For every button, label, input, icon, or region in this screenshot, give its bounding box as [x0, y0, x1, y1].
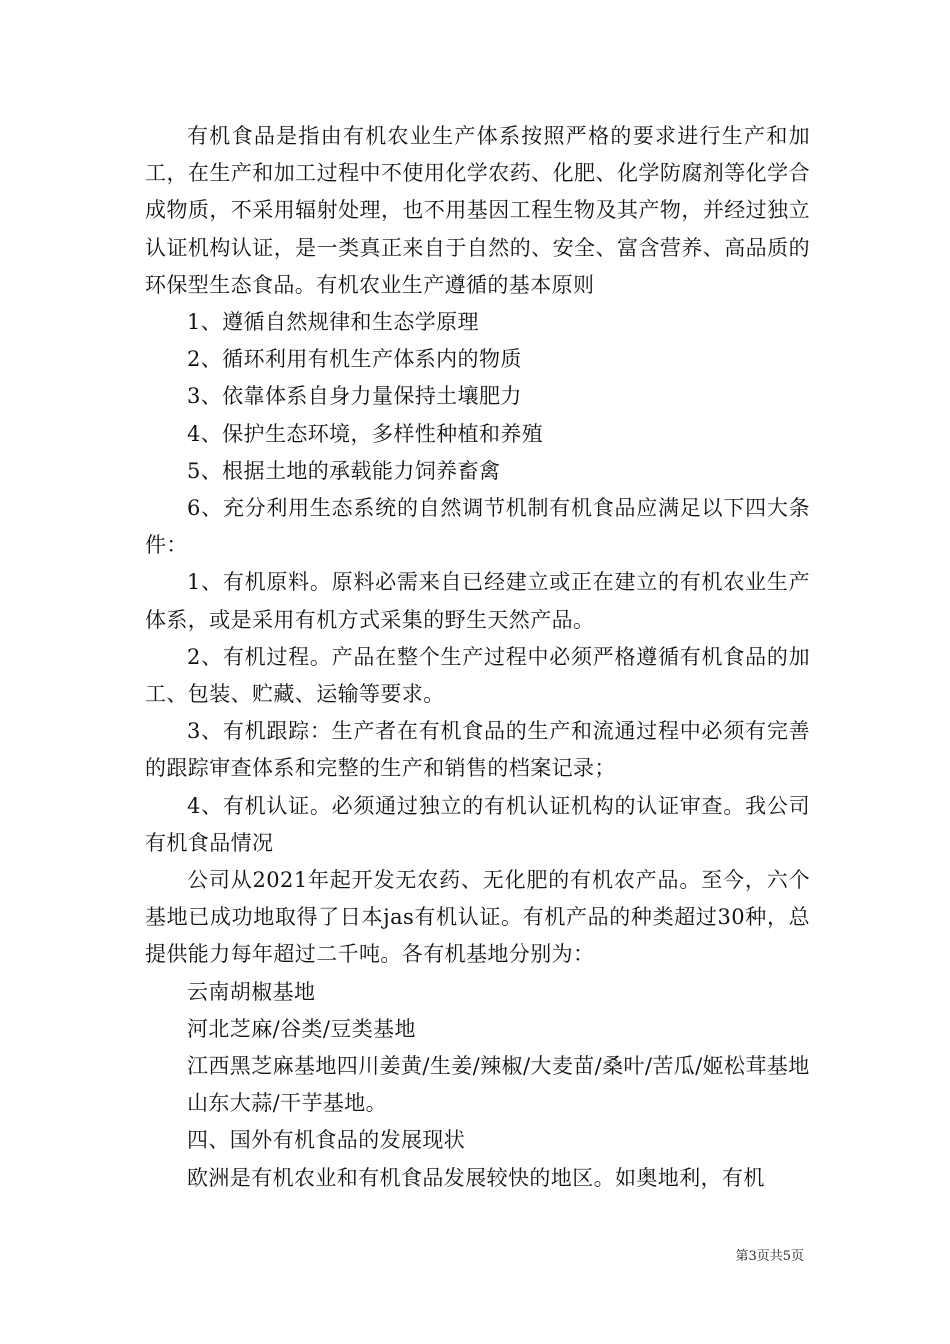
paragraph-principle-2: 2、循环利用有机生产体系内的物质 [187, 347, 522, 372]
paragraph-principle-3: 3、依靠体系自身力量保持土壤肥力 [187, 384, 522, 409]
paragraph-condition-4: 4、有机认证。必须通过独立的有机认证机构的认证审查。我公司有机食品情况 [145, 793, 810, 855]
paragraph-principle-6: 6、充分利用生态系统的自然调节机制有机食品应满足以下四大条件： [145, 496, 810, 558]
page-number-footer: 第3页共5页 [735, 1249, 804, 1264]
paragraph-base-hebei: 河北芝麻/谷类/豆类基地 [187, 1016, 416, 1041]
paragraph-condition-3: 3、有机跟踪：生产者在有机食品的生产和流通过程中必须有完善的跟踪审查体系和完整的生产和销售的档案记录； [145, 719, 810, 781]
paragraph-base-yunnan: 云南胡椒基地 [187, 979, 316, 1004]
section-heading-foreign: 四、国外有机食品的发展现状 [187, 1128, 466, 1153]
paragraph-principle-4: 4、保护生态环境，多样性种植和养殖 [187, 421, 544, 446]
paragraph-company: 公司从2021年起开发无农药、无化肥的有机农产品。至今，六个基地已成功地取得了日本jas有机认证。有机产品的种类超过30种，总提供能力每年超过二千吨。各有机基地分别为： [145, 868, 810, 967]
paragraph-intro: 有机食品是指由有机农业生产体系按照严格的要求进行生产和加工，在生产和加工过程中不使用化学农药、化肥、化学防腐剂等化学合成物质，不采用辐射处理，也不用基因工程生物及其产物，并经过独立认证机构认证，是一类真正来自于自然的、安全、富含营养、高品质的环保型生态食品。有机农业生产遵循的基本原则 [145, 124, 810, 297]
paragraph-principle-1: 1、遵循自然规律和生态学原理 [187, 310, 479, 335]
paragraph-base-shandong: 山东大蒜/干芋基地。 [187, 1091, 388, 1116]
paragraph-principle-5: 5、根据土地的承载能力饲养畜禽 [187, 458, 501, 483]
paragraph-condition-1: 1、有机原料。原料必需来自已经建立或正在建立的有机农业生产体系，或是采用有机方式采集的野生天然产品。 [145, 570, 810, 632]
document-body [145, 118, 810, 1197]
paragraph-condition-2: 2、有机过程。产品在整个生产过程中必须严格遵循有机食品的加工、包装、贮藏、运输等要求。 [145, 644, 810, 707]
paragraph-europe: 欧洲是有机农业和有机食品发展较快的地区。如奥地利，有机 [187, 1165, 765, 1190]
paragraph-base-jiangxi-sichuan: 江西黑芝麻基地四川姜黄/生姜/辣椒/大麦苗/桑叶/苦瓜/姬松茸基地 [187, 1054, 810, 1079]
